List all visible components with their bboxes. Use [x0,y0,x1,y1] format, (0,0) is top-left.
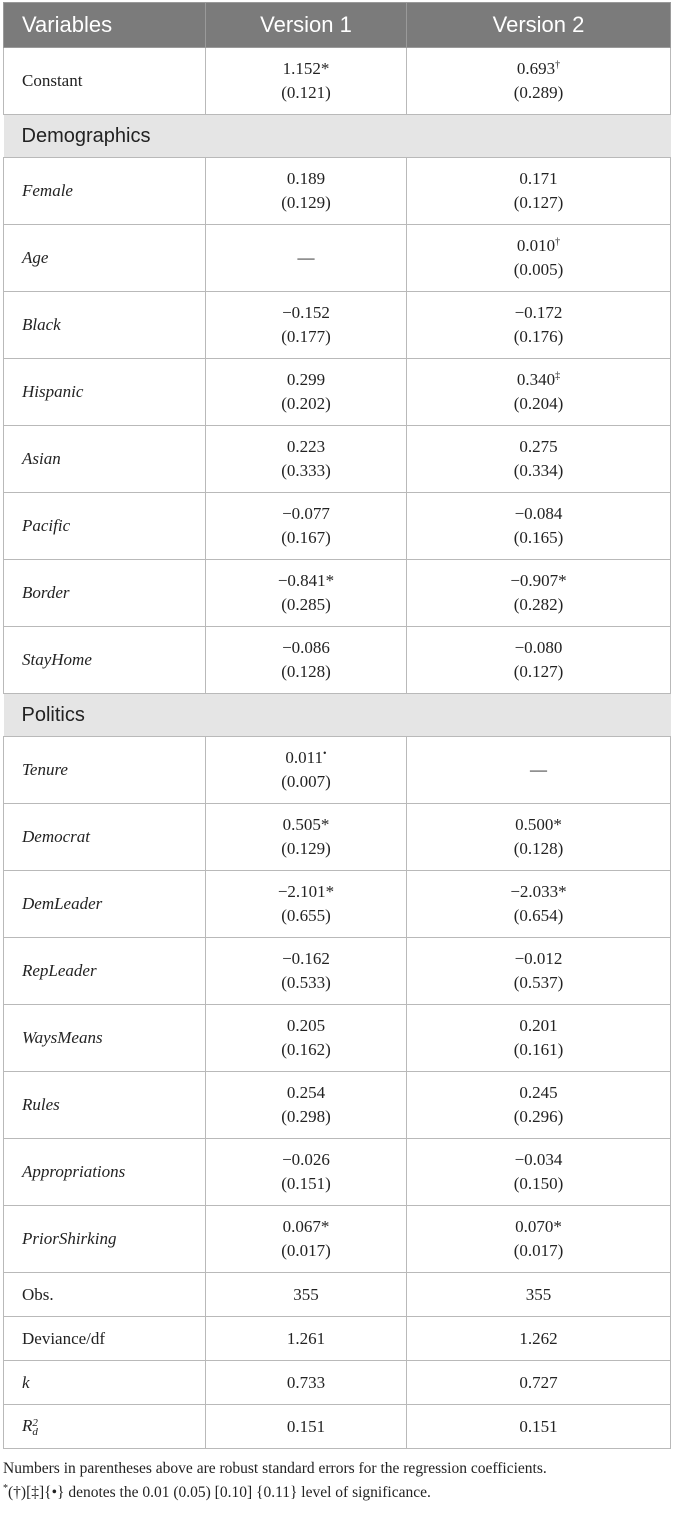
row-label: WaysMeans [4,1005,206,1072]
version-2-cell [407,1206,671,1273]
coef-value: −0.907* [510,571,567,590]
std-error: (0.007) [281,772,331,791]
version-2-cell [407,225,671,292]
section-label: Demographics [4,115,671,158]
coef-value: 0.067* [282,1217,330,1236]
version-2-cell [407,627,671,694]
coef-value: 0.505* [282,815,330,834]
coef-value: 0.011 [285,748,324,767]
coef-value: −0.077 [282,504,330,523]
std-error: (0.202) [281,394,331,413]
row-constant [4,48,671,115]
version-2-cell [407,493,671,560]
version-1-cell [206,804,407,871]
std-error: (0.282) [513,595,564,614]
coef-value: −0.034 [514,1150,563,1169]
row-label: Deviance/df [4,1317,206,1361]
std-error: (0.127) [513,193,564,212]
table-row [4,627,671,694]
table-row [4,1005,671,1072]
coef-value: 1.152* [282,59,330,78]
row-r-squared [4,1405,671,1449]
coef-value: 0.275 [519,437,558,456]
version-1-cell [206,359,407,426]
std-error: (0.129) [281,839,331,858]
version-2-cell [407,1005,671,1072]
version-2-cell: 0.727 [407,1361,671,1405]
version-2-cell [407,938,671,1005]
std-error: (0.296) [513,1107,564,1126]
table-footnote [3,1457,670,1505]
std-error: (0.151) [281,1174,331,1193]
coef-value: 0.500* [515,815,562,834]
std-error: (0.289) [513,83,564,102]
header-version-2: Version 2 [407,3,671,48]
coef-value: 0.205 [286,1016,326,1035]
row-deviance [4,1317,671,1361]
coef-value: 0.010 [516,236,556,255]
std-error: (0.165) [513,528,564,547]
row-label: PriorShirking [4,1206,206,1273]
coef-value: −0.152 [282,303,330,322]
header-variables: Variables [4,3,206,48]
row-label: DemLeader [4,871,206,938]
version-1-cell [206,737,407,804]
footnote-line-2 [3,1481,670,1505]
version-1-cell [206,225,407,292]
row-label: Pacific [4,493,206,560]
row-label: StayHome [4,627,206,694]
coef-value: 0.299 [286,370,326,389]
std-error: (0.150) [513,1174,564,1193]
version-1-cell [206,560,407,627]
version-1-cell [206,938,407,1005]
row-label: Border [4,560,206,627]
std-error: (0.298) [281,1107,331,1126]
significance-mark: † [555,236,561,248]
std-error: (0.204) [513,394,564,413]
r-label-base: R [22,1416,33,1436]
row-label [4,1405,206,1449]
std-error: (0.655) [281,906,331,925]
std-error: (0.334) [513,461,564,480]
significance-mark: † [555,59,561,71]
std-error: (0.129) [281,193,331,212]
table-row [4,1206,671,1273]
coef-value: 0.254 [286,1083,326,1102]
row-label: Tenure [4,737,206,804]
section-demographics [4,115,671,158]
version-1-cell [206,426,407,493]
std-error: (0.177) [281,327,331,346]
row-label: Hispanic [4,359,206,426]
table-row [4,493,671,560]
version-1-cell [206,1206,407,1273]
coef-value: −2.033* [510,882,567,901]
version-1-cell [206,1005,407,1072]
version-1-cell [206,1072,407,1139]
version-1-cell: 1.261 [206,1317,407,1361]
coef-value: — [297,248,315,267]
std-error: (0.121) [281,83,331,102]
footnote-mark: * [3,1482,8,1494]
coef-value: −0.026 [282,1150,330,1169]
version-1-cell [206,158,407,225]
regression-table [3,2,671,1449]
row-label: Constant [4,48,206,115]
table-row [4,560,671,627]
table-row [4,871,671,938]
version-2-cell: 1.262 [407,1317,671,1361]
table-row [4,737,671,804]
std-error: (0.128) [281,662,331,681]
version-2-cell [407,158,671,225]
version-2-cell [407,737,671,804]
row-label: Democrat [4,804,206,871]
coef-value: −0.841* [277,571,335,590]
row-label: Black [4,292,206,359]
table-row [4,292,671,359]
row-obs [4,1273,671,1317]
std-error: (0.127) [513,662,564,681]
version-2-cell [407,871,671,938]
version-2-cell [407,359,671,426]
row-label: Asian [4,426,206,493]
version-2-cell [407,426,671,493]
std-error: (0.162) [281,1040,331,1059]
coef-value: −2.101* [277,882,335,901]
version-2-cell [407,1139,671,1206]
coef-value: −0.162 [282,949,330,968]
row-k [4,1361,671,1405]
coef-value: 0.171 [519,169,558,188]
table-row [4,1072,671,1139]
std-error: (0.537) [513,973,564,992]
row-label: Female [4,158,206,225]
coef-value: −0.012 [514,949,563,968]
table-row [4,426,671,493]
table-row [4,158,671,225]
table-row [4,1139,671,1206]
significance-mark: • [323,748,327,760]
version-2-cell: 0.151 [407,1405,671,1449]
version-2-cell [407,292,671,359]
coef-value: 0.223 [286,437,326,456]
table-row [4,225,671,292]
std-error: (0.017) [513,1241,564,1260]
std-error: (0.017) [281,1241,331,1260]
row-label: k [4,1361,206,1405]
coef-value: −0.080 [514,638,563,657]
std-error: (0.654) [513,906,564,925]
r-label-sub: d [32,1425,38,1438]
section-label: Politics [4,694,671,737]
table-row [4,804,671,871]
coef-value: 0.245 [519,1083,558,1102]
row-label: RepLeader [4,938,206,1005]
r-label-sup: 2 [32,1416,38,1429]
version-1-cell [206,493,407,560]
row-label: Obs. [4,1273,206,1317]
coef-value: 0.340 [516,370,556,389]
row-label: Appropriations [4,1139,206,1206]
version-1-cell [206,292,407,359]
footnote-line-2-text: (†)[‡]{•} denotes the 0.01 (0.05) [0.10] {0.11} level of significance. [8,1484,431,1501]
version-1-cell [206,627,407,694]
std-error: (0.176) [513,327,564,346]
std-error: (0.285) [281,595,331,614]
version-2-cell [407,1072,671,1139]
row-label: Age [4,225,206,292]
significance-mark: ‡ [555,370,561,382]
row-label: Rules [4,1072,206,1139]
coef-value: 0.201 [519,1016,558,1035]
version-1-cell [206,1139,407,1206]
std-error: (0.333) [281,461,331,480]
version-1-cell: 0.151 [206,1405,407,1449]
version-1-cell: 355 [206,1273,407,1317]
version-1-cell: 0.733 [206,1361,407,1405]
coef-value: 0.189 [286,169,326,188]
std-error: (0.161) [513,1040,564,1059]
footnote-line-1: Numbers in parentheses above are robust standard errors for the regression coefficients. [3,1460,547,1477]
version-2-cell [407,48,671,115]
coef-value: −0.172 [514,303,563,322]
std-error: (0.128) [513,839,564,858]
header-version-1: Version 1 [206,3,407,48]
header-row [4,3,671,48]
coef-value: −0.084 [514,504,563,523]
version-2-cell: 355 [407,1273,671,1317]
std-error: (0.005) [513,260,564,279]
std-error: (0.167) [281,528,331,547]
coef-value: 0.693 [516,59,556,78]
coef-value: −0.086 [282,638,330,657]
table-row [4,359,671,426]
version-2-cell [407,804,671,871]
version-1-cell [206,48,407,115]
coef-value: — [530,760,547,779]
coef-value: 0.070* [515,1217,562,1236]
table-row [4,938,671,1005]
version-1-cell [206,871,407,938]
section-politics [4,694,671,737]
std-error: (0.533) [281,973,331,992]
version-2-cell [407,560,671,627]
